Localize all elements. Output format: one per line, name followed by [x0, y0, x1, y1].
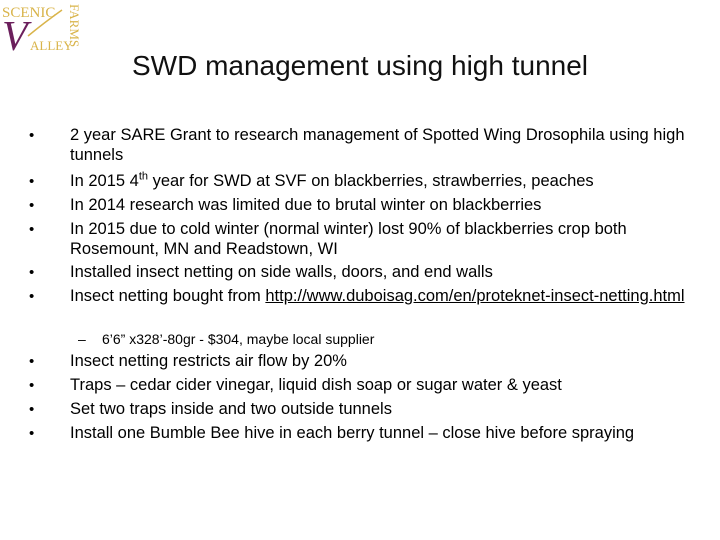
logo-letter-v: V: [2, 14, 28, 54]
logo-word-farms: FARMS: [67, 4, 82, 48]
bullet-text-part: Insect netting bought from: [70, 287, 266, 305]
sub-bullet-text: 6’6” x328’-80gr - $304, maybe local supplier: [102, 331, 375, 347]
bullet-text-part: In 2015 4: [70, 172, 139, 190]
bullet-text: Install one Bumble Bee hive in each berry tunnel – close hive before spraying: [70, 424, 635, 442]
bullet-dot: •: [29, 264, 35, 281]
bullet-text: In 2015 due to cold winter (normal winter) lost 90% of blackberries crop both Rosemount, MN and Readstown, WI: [70, 220, 627, 258]
bullet-text: Insect netting restricts air flow by 20%: [70, 352, 347, 370]
slide-title: SWD management using high tunnel: [131, 50, 589, 81]
bullet-text: Traps – cedar cider vinegar, liquid dish soap or sugar water & yeast: [70, 376, 562, 394]
ordinal-suffix: th: [138, 170, 148, 183]
logo-word-scenic: SCENIC: [2, 5, 56, 21]
bullet-dot: •: [29, 425, 35, 442]
bullet-text-part: year for SWD at SVF on blackberries, strawberries, peaches: [148, 172, 594, 190]
logo-word-alley: ALLEY: [30, 38, 73, 53]
sub-bullet-dash: –: [78, 331, 86, 347]
bullet-text: Set two traps inside and two outside tunnels: [70, 400, 392, 418]
bullet-dot: •: [29, 197, 35, 214]
scenic-valley-farms-logo: [0, 0, 86, 54]
proteknet-link[interactable]: http://www.duboisag.com/en/proteknet-insect-netting.html: [265, 287, 685, 305]
bullet-text: [70, 287, 690, 307]
bullet-dot: •: [29, 353, 35, 370]
bullet-dot: •: [29, 401, 35, 418]
bullet-text: Installed insect netting on side walls, doors, and end walls: [70, 263, 493, 281]
bullet-text: In 2014 research was limited due to brutal winter on blackberries: [70, 196, 542, 214]
bullet-dot: •: [29, 173, 35, 190]
bullet-dot: •: [29, 288, 35, 305]
bullet-dot: •: [29, 377, 35, 394]
bullet-dot: •: [29, 127, 35, 144]
bullet-text: 2 year SARE Grant to research management of Spotted Wing Drosophila using high tunnels: [70, 126, 685, 164]
bullet-text: [70, 172, 690, 192]
bullet-dot: •: [29, 221, 35, 238]
